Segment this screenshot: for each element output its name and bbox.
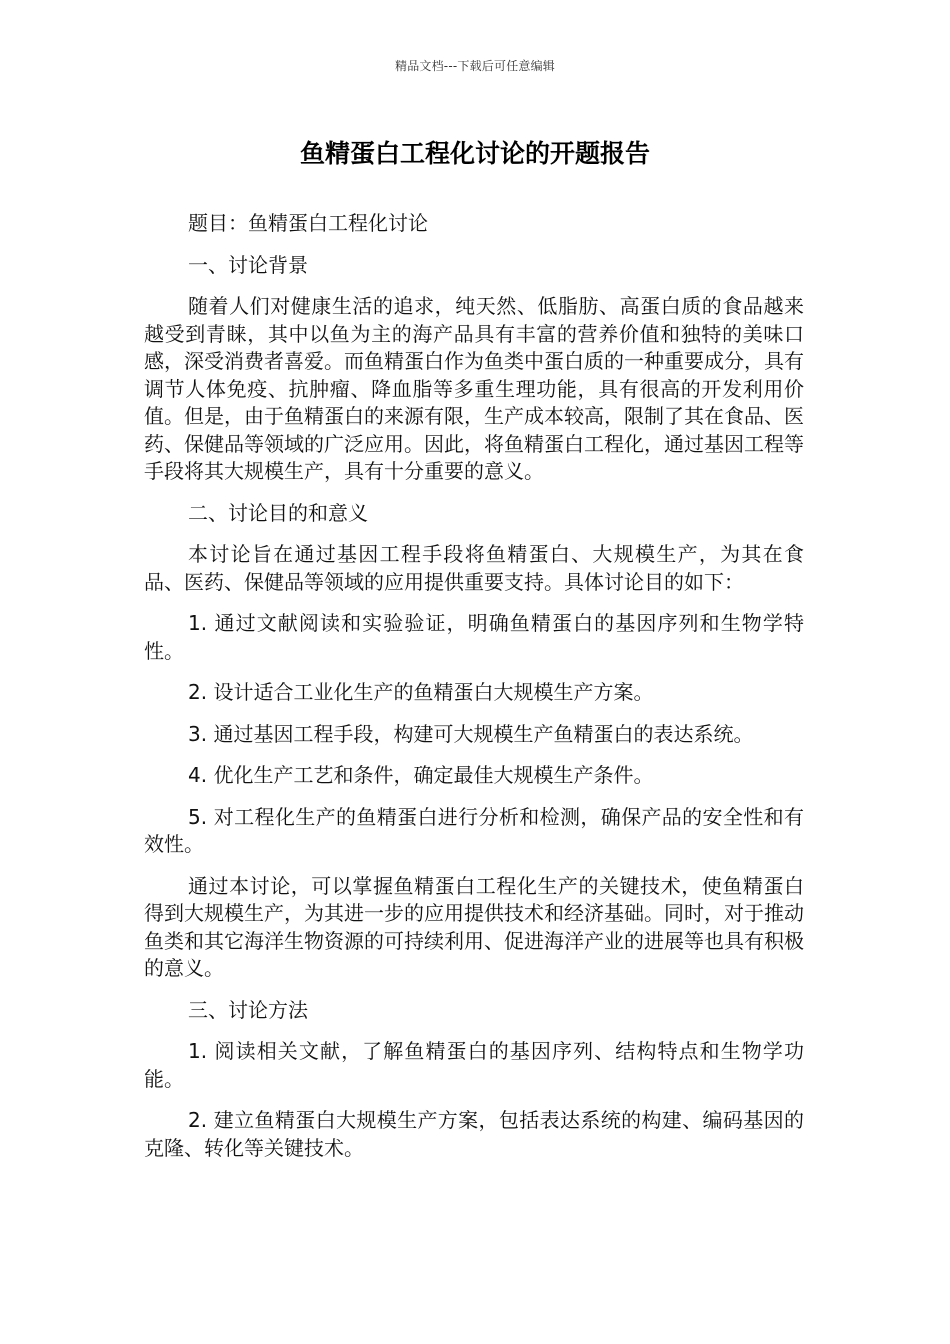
method-item-1: 1. 阅读相关文献，了解鱼精蛋白的基因序列、结构特点和生物学功能。 (144, 1039, 804, 1091)
significance-paragraph: 通过本讨论，可以掌握鱼精蛋白工程化生产的关键技术，使鱼精蛋白得到大规模生产，为其进一步的应用提供技术和经济基础。同时，对于推动鱼类和其它海洋生物资源的可持续利用、促进海洋产业的进展等也具有积极的意义。 (144, 873, 804, 980)
purpose-intro-paragraph: 本讨论旨在通过基因工程手段将鱼精蛋白、大规模生产，为其在食品、医药、保健品等领域的应用提供重要支持。具体讨论目的如下： (144, 542, 804, 594)
section-heading-methods: 三、讨论方法 (188, 997, 308, 1022)
document-title: 鱼精蛋白工程化讨论的开题报告 (299, 139, 650, 168)
purpose-item-2: 2. 设计适合工业化生产的鱼精蛋白大规模生产方案。 (188, 680, 654, 704)
purpose-item-3: 3. 通过基因工程手段，构建可大规模生产鱼精蛋白的表达系统。 (188, 721, 754, 746)
purpose-item-4: 4. 优化生产工艺和条件，确定最佳大规模生产条件。 (188, 763, 654, 787)
document-body (144, 210, 804, 1176)
topic-line: 题目：鱼精蛋白工程化讨论 (188, 211, 428, 235)
section-heading-background: 一、讨论背景 (188, 252, 308, 277)
section-heading-purpose: 二、讨论目的和意义 (188, 500, 368, 525)
method-item-2: 2. 建立鱼精蛋白大规模生产方案，包括表达系统的构建、编码基因的克隆、转化等关键技术。 (144, 1108, 804, 1160)
purpose-item-5: 5. 对工程化生产的鱼精蛋白进行分析和检测，确保产品的安全性和有效性。 (144, 804, 804, 856)
background-paragraph: 随着人们对健康生活的追求，纯天然、低脂肪、高蛋白质的食品越来越受到青睐，其中以鱼为主的海产品具有丰富的营养价值和独特的美味口感，深受消费者喜爱。而鱼精蛋白作为鱼类中蛋白质的一种重要成分，具有调节人体免疫、抗肿瘤、降血脂等多重生理功能，具有很高的开发利用价值。但是，由于鱼精蛋白的来源有限，生产成本较高，限制了其在食品、医药、保健品等领域的广泛应用。因此，将鱼精蛋白工程化，通过基因工程等手段将其大规模生产，具有十分重要的意义。 (144, 294, 804, 483)
purpose-item-1: 1. 通过文献阅读和实验验证，明确鱼精蛋白的基因序列和生物学特性。 (144, 611, 804, 663)
header-note: 精品文档---下载后可任意编辑 (395, 59, 555, 73)
